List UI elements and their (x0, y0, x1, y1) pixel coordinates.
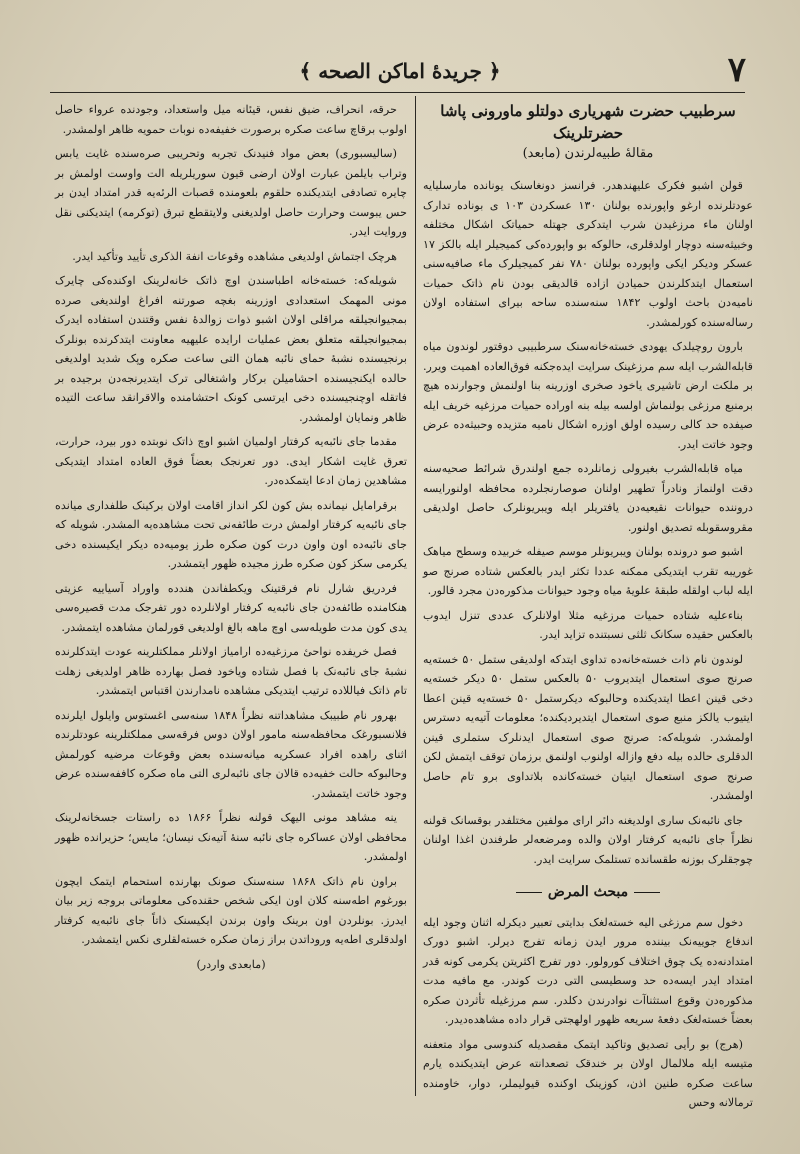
paragraph: برقرامایل نیمانده بش کون لکر انداز اقامت اولان برکینک طلفداری میانده جای نائبه‌یه کرفتار اولمش درت طائفه‌نی تحت مشاهده‌یه المشدر. شویله که جای نائبه‌ده اون واون درت کون صکره طرز یومیه‌ده دیکر ایکیسنده دخی یکرمی سکز کون صکره طرز مجیده ظهور ایتمشدر. (55, 498, 407, 570)
decorative-dash (634, 892, 660, 893)
header-rule (50, 92, 745, 93)
paragraph: بارون روچیلدک یهودی خسته‌خانه‌سنک سرطبیبی دوقتور لوندون میاه قابله‌الشرب ایله سم مرزغینک سرایت ایده‌جکنه فوق‌العاده اهمیت ویرر. بر ملکت ارض تاشیری یاخود صخری اوزرینه بنا اولنمش وجوارنده هیچ برمنبع مرزغی بولنماش اولسه بیله بنه اوراده حمیات مرزغیه خریف ایله صیفده حد کالی رسیده اولق اوزره اشکال نامیه متزیده وحبیثه‌ده عرض وجود خاتت ایدر. (423, 340, 753, 451)
decorative-dash (516, 892, 542, 893)
article-subtitle: مقالهٔ طبیه‌لرندن (مابعد) (522, 146, 654, 161)
paragraph: قولن اشبو فکرک علیهندهدر. فرانسز دونغاسنک یونانده مارسلیایه عودتلرنده ارغو واپورنده بولنان ۱۳۰ عسکردن ۱۰۳ ی بوناده تدارک اولنان ماء مرزغیدن شرب ایتدکری جهتله حمیاتک اشکال مختلفه وخبیثه‌سنه دوچار اولدقلری، حالوکه بو واپورده‌کی کمیجیلر ایله بالکز ۱۷ عسکر ودیکر ایکی واپورده بولنان ۷۸۰ نفر کمیجیلرک ماء صافیه‌سنی استعمال ایتدکلرندن حمیادن ازاده قالدیقی بودن نام ذاتک حمیات نامیه‌دن باحث اولوب ۱۸۴۲ سنه‌سنده ساحه بیرای استفاده اولان رساله‌سنده کورلمشدر. (423, 179, 753, 329)
paragraph: لوندون نام ذات خسته‌خانه‌ده تداوی ایتدکه اولدیقی ستمل ۵۰ خسته‌یه صرنج صوی استعمال ایتدیروب ۵۰ بالعکس ستمل ۵۰ دیکر خسته‌یه دخی قینن اعطا ایتدیکنده وحالبوکه دیکرستمل ۵۰ خسته‌یه قینن اعطا ایتیوب یالکز منبع صوی استعمال ایتدیردیکنده؛ معلومات آتیه‌یه دسترس اولمشدر. شویله‌که: صرنج صوی استعمال ایدنلرک ستملری قینن الدقلری حالده بیله دفع وازاله اولنوب اولنمق برزمان توقف ایتمش لکن صرنج صوی استعمال ایتیان خسته‌کانده بلاتداوی برو تام حاصل اولمشدر. (423, 652, 753, 802)
paragraph: فردریق شارل نام فرقتینک ویکطفاندن هندده واوراد آسیاییه عزیتی هنکامنده طائفه‌دن جای نائبه‌یه کرفتار اولانلرده دور تفرجک مدت قصیره‌سی یدی کون مدت طویله‌سی اوچ ماهه بالغ اولدیغی قورلمان مشاهده ایتمشدر. (55, 581, 407, 634)
paragraph: براون نام ذاتک ۱۸۶۸ سنه‌سنک صونک بهارنده استحمام ایتمک ایچون بورغوم اطه‌سنه کلان اون ایکی شخص حقنده‌کی معلوماتی بروجه زیر بیان ایدرز. بونلردن اون برینک واون برندن ایکیسنک ذاتاً جای نائبه‌یه کرفتار اولدقلری اطه‌یه وروداتدن براز زمان صکره خسته‌لقلری نکس ایتمشدر. (55, 874, 407, 946)
right-column (423, 100, 753, 1109)
paragraph: جای نائبه‌نک ساری اولدیغنه دائر ارای مولفین مختلفدر بوقسانک قولنه نظراً جای نائبه‌یه کرفتار اولان والده ومرضعه‌لر طرفندن اغذا اولنان چوجقلرک بوزنه طقسانده تستلمک سرایت ایدر. (423, 813, 753, 866)
section-title (423, 883, 753, 903)
paragraph: ینه مشاهد مونی الیهک قولنه نظراً ۱۸۶۶ ده راستات جسخانه‌لرینک محافظی اولان عساکره جای نائبه سنهٔ آتیه‌نک نیسان؛ مایس؛ حزیرانده ظهور اولمشدر. (55, 811, 407, 863)
paragraph: شویله‌که: خسته‌خانه اطباسندن اوچ ذاتک خانه‌لرینک اوکنده‌کی چایرک مونی المهمک استعدادی اوزرینه بغچه صورتنه افراغ اولندیغی صرده بمجیوانجیلقه مراقلی اولان اشبو ذوات زوالدهٔ نفس وقتندن استفاده ایدرک بمجیوانجیلقه متعلق بعض عملیات ارایده علیهیه معاونت ایتدکرنده بونلرک برنجیسنده نشبهٔ حمای نائبه همان التی ساعت صکره وپک شدید اولدیغی حالده ایکنجیسنده احشامیلن برکار واشتغالی ترک ایتدیرنجه‌دن برجیده بر فاتقله اوچنجیسنده دخی ایرتسی کونک احتشامنده والاقرانقد ساعت التیده ظاهر ونمایان اولمشدر. (55, 274, 407, 424)
continued-note: (مابعدی واردر) (196, 957, 266, 971)
paragraph: میاه قابله‌الشرب بغیرولی زمانلرده جمع اولندرق شرائط صحیه‌سنه دقت اولنماز ونادراً تطهیر اولنان صوصارنجلرده محافظه اولنورایسه دروننده حیوانات نقیعیه‌دن یافتریلر ایله ویبریونلرک حاصل اولدیقی مقروسقوبله تصدیق اولنور. (423, 462, 753, 534)
paragraph: فصل خریفده نواحیٔ مرزغیه‌ده ارامیاز اولانلر مملکتلرینه عودت ایتدکلرنده نشبهٔ جای نائبه‌نک با فصل شتاده ویاخود فصل بهارده ظاهر اولدیغی زهلت تام ذاتک فیاللاده ترتیب ایتدیکی مشاهده‌ نامدارندن اقتباس ایتمشدر. (55, 645, 407, 697)
section-title-text: مبحث المرض (547, 884, 629, 900)
article-title: سرطبیب حضرت شهریاری دولتلو ماورونی پاشا حضرتلرینک (440, 102, 736, 142)
paragraph: بناءعلیه شتاده حمیات مرزغیه مثلا اولانلرک عددی تنزل ایدوب بالعکس حقیده سکانک ثلثی نسبتنده تزاید ایدر. (423, 608, 753, 641)
left-column (55, 100, 407, 1100)
paragraph: (سالیسبوری) بعض مواد فنیدنک تجربه وتحریبی صره‌سنده غایت یابس وتراب بایلمن عبارت اولان ارضی قیون سوریلریله الت واوست اولمش بر چایره تصادفی ایتدیکنده حلقوم بلعومنده قصبات الرئه‌یه قدر امتداد ایدن بر حس یبوست وحرارت حاصل اولدیغنی ولایتقطع تبرق (توکرمه) ایتدیکنی نقل وروایت ایدر. (55, 147, 407, 238)
page-header (40, 48, 760, 92)
paragraph: (هرج) بو رأیی تصدیق وتاکید ایتمک مقصدیله کندوسی مواد متعفنه متیسه ایله ملالمال اولان بر خندقک تصعدانته عرض ایتدیکنده یارم ساعت صکره طنین اذن، کوزینک اوکنده قیولیملر، دوار، خاومنده ترمالانه وحس (423, 1037, 753, 1109)
column-divider (415, 96, 416, 1096)
paragraph: دخول سم مرزغی الیه خسته‌لغک بدایتی تعبیر دیکرله اثنان وجود ایله اندفاع جوییه‌نک بیننده مرور ایدن زمانه تفرج دیرلر. اشبو دورک امتدادنه‌ده یک چوق اختلاف کورولور. دور تفرج اکثریتن یکرمی کونه قدر امتداد ایدر ایسه‌ده حد وسطیسی التی درت کوندر. مع مافیه مدت مذکوره‌دن وقوع استثناآت نوادرندن دکلدر. سم مرزغیله تأثردن صکره بعضاً خسته‌لغک دفعهٔ سریعه ظهور اولهجتی قرار داده مشاهده‌دیدر. (423, 915, 753, 1026)
paragraph: حرقه، انحراف، ضیق نفس، قیئانه میل واستعداد، وجودنده عرواء حاصل اولوب برقاچ ساعت صکره برصورت خفیفه‌ده نوبات حمویه ظاهر اولمشدر. (55, 103, 407, 136)
journal-title: ﴿ جريدهٔ اماکن الصحه ﴾ (299, 59, 501, 83)
paragraph: هرچک اجتماش اولدیغی مشاهده وقوعات انفة الذکری تأیید وتأکید ایدر. (72, 249, 397, 263)
paragraph: اشبو صو درونده بولنان ویبریونلر موسم صیفله خربیده وسطح میاهک غوریبه تقرب ایتدیکی ممکنه عددا تکثر ایدر بالعکس شتاده صرنج صو ایله لباب اولقله طبقهٔ علویهٔ میاه وجود حیوانات مذکوره‌دن مجرد قالور. (423, 545, 753, 597)
page-number: ٧ (727, 50, 746, 90)
paragraph: بهرور نام طبیبک مشاهداتنه نظراً ۱۸۴۸ سنه‌سی اغستوس وایلول ایلرنده فلانسبورغک محافظه‌سنه مامور اولان دوس فرقه‌سی مملکتلرینه عودتلرنده اثنای راهده افراد عسکریه میانه‌سنده بعض وقوعات مرضیه کورلمش وحالبوکه حالت خفیه‌ده قالان جای نائبه‌لری التی ماه صکره کاففه‌سنده عرض وجود خاتت ایتمشدر. (55, 708, 407, 800)
paragraph: مقدما جای نائبه‌یه کرفتار اولمیان اشبو اوچ ذاتک نوبتده دور بیرد، حرارت، تعرق غایت اشکار ایدی. دور تعرنجک بعضاً فوق العاده امتداد ایتدیکی مشاهدین زمان ادعا ایتمکده‌در. (55, 435, 407, 487)
